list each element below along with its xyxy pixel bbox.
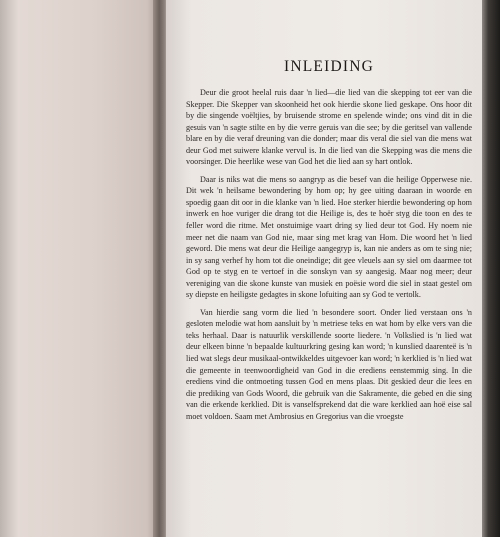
left-page-edge-shadow [0,0,18,537]
right-page-edge [482,0,500,537]
left-page [0,0,160,537]
paragraph-2: Daar is niks wat die mens so aangryp as die besef van die heilige Opperwese nie. Dit wek 'n heilsame bewondering by hom op; hy gee uiting daaraan in woorde en spoedig gaan dit oor in die klanke van 'n lied. Hoe sterker hierdie bewondering op hom inwerk en hoe vuriger die drang tot die Heilige is, des te hoër styg die toon en des te feller word die ritme. Met onstuimige vaart dring sy lied deur tot God. Hy noem nie meer net die naam van God nie, maar sing met krag van Hom. Die woord het 'n lied geword. Die mens wat deur die Heilige aangegryp is, kan nie anders as om te sing nie; in sy sang verhef hy hom tot die oneindige; dit gee vleuels aan sy siel om daarmee tot God op te styg en te vertoef in die sonskyn van sy aangesig. Maar nog meer; deur vereniging van die skone kunste van musiek en poësie word die siel in staat gestel om sy diepste en heiligste gedagtes in skone lofuiting aan sy God te vertolk. [186,174,472,300]
page-heading: INLEIDING [284,58,374,75]
paragraph-1: Deur die groot heelal ruis daar 'n lied—die lied van die skepping tot eer van die Skepper. Die Skepper van skoonheid het ook hierdie skone lied geskape. Ons hoor dit by die singende voëltjies, by bruisende strome en spelende winde; ons vind dit in die gesuis van 'n sagte stilte en by die verre geruis van die see; by die geritsel van vallende blare en by die veraf dreuning van die donder; maar dis veral die siel van die mens wat deur God met suiwere klanke vervul is. In die lied van die Skepping was die mens die voorsinger. Die heerlike wese van God het die lied aan sy hart ontlok. [186,88,472,167]
paragraph-3: Van hierdie sang vorm die lied 'n besondere soort. Onder lied verstaan ons 'n gesloten melodie wat hom aansluit by 'n metriese teks en wat hom by elke vers van die teks herhaal. Daar is natuurlik verskillende soorte liedere. 'n Volkslied is 'n lied wat deur elkeen binne 'n bepaalde kultuurkring gesing kan word; 'n kunslied daarenteë is 'n lied wat slegs deur musikaal-ontwikkeldes uitgevoer kan word; 'n kerklied is 'n lied wat die gemeente in teenwoordigheid van God in die erediens eenstemmig sing. In die erediens vind die ontmoeting tussen God en mens plaas. Dit geskied deur die lees en die prediking van Gods Woord, die gebruik van die Sakramente, die gebed en die sing van die erkende kerklied. Dit is vanselfsprekend dat die ware kerklied aan hoë eise sal moet voldoen. Saam met Ambrosius en Gregorius van die vroegste [186,307,472,421]
page-text [186,58,472,428]
